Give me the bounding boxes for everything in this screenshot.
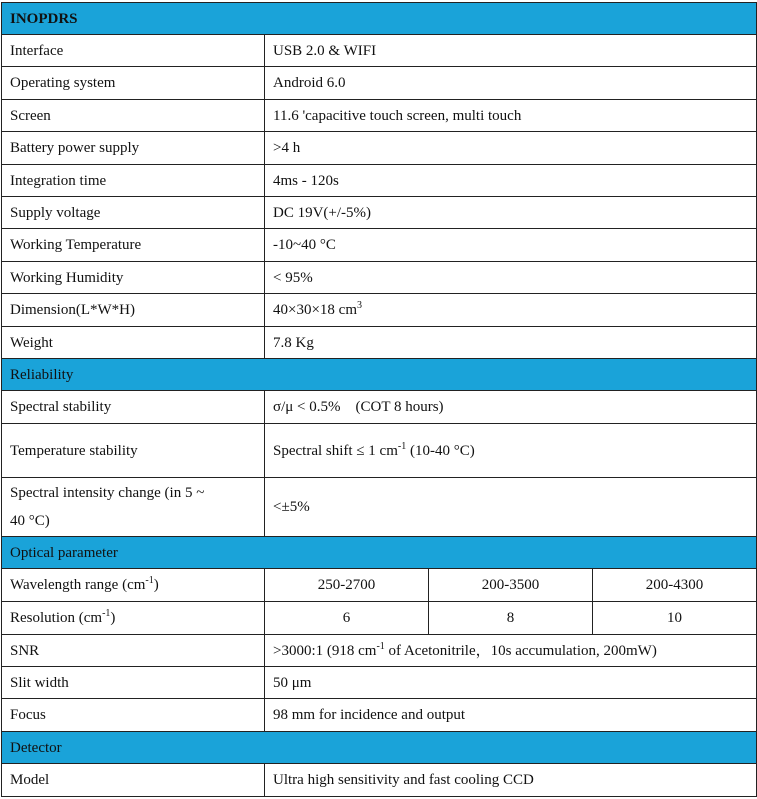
superscript: -1 — [145, 575, 154, 586]
section-header-row — [2, 3, 757, 35]
row-label: Supply voltage — [2, 197, 265, 229]
value-part: Spectral shift ≤ 1 cm — [273, 442, 398, 459]
superscript: -1 — [376, 640, 385, 652]
row-label — [2, 478, 265, 537]
row-value: 6 — [265, 602, 429, 635]
label-line: 40 °C) — [10, 513, 50, 529]
table-row — [2, 699, 757, 732]
table-row — [2, 635, 757, 667]
row-value: 10 — [593, 602, 757, 635]
table-row — [2, 391, 757, 424]
table-row — [2, 165, 757, 197]
table-row — [2, 132, 757, 165]
row-label — [2, 569, 265, 602]
label-part: ) — [110, 610, 116, 626]
row-label: Integration time — [2, 165, 265, 197]
superscript: 3 — [357, 300, 362, 311]
table-row — [2, 667, 757, 699]
superscript: -1 — [397, 440, 407, 452]
row-label: Screen — [2, 100, 265, 132]
row-value: 4ms - 120s — [265, 165, 757, 197]
label-line: Spectral intensity change (in 5 ~ — [10, 485, 205, 501]
spec-table — [1, 2, 757, 797]
row-label: Working Temperature — [2, 229, 265, 262]
value-part: (10-40 °C) — [406, 442, 475, 459]
table-row — [2, 294, 757, 327]
row-value: 98 mm for incidence and output — [265, 699, 757, 732]
row-label: Model — [2, 764, 265, 797]
table-row — [2, 424, 757, 478]
section-header-row — [2, 359, 757, 391]
row-label: Working Humidity — [2, 262, 265, 294]
table-row — [2, 100, 757, 132]
row-label: Spectral stability — [2, 391, 265, 424]
row-value: Ultra high sensitivity and fast cooling CCD — [265, 764, 757, 797]
row-value: < 95% — [265, 262, 757, 294]
label-part: ) — [153, 577, 159, 593]
table-row — [2, 229, 757, 262]
row-value: 200-4300 — [593, 569, 757, 602]
label-part: Wavelength range (cm — [10, 577, 146, 593]
row-value: 11.6 'capacitive touch screen, multi touch — [265, 100, 757, 132]
table-row — [2, 197, 757, 229]
row-label: Temperature stability — [2, 424, 265, 478]
table-row — [2, 602, 757, 635]
table-row — [2, 327, 757, 359]
row-value: 8 — [429, 602, 593, 635]
table-row — [2, 262, 757, 294]
label-part: Resolution (cm — [10, 610, 103, 626]
table-row — [2, 569, 757, 602]
table-row — [2, 764, 757, 797]
row-label: Weight — [2, 327, 265, 359]
row-label: Interface — [2, 35, 265, 67]
superscript: -1 — [102, 608, 111, 619]
row-value: >4 h — [265, 132, 757, 165]
row-value: 7.8 Kg — [265, 327, 757, 359]
row-value: -10~40 °C — [265, 229, 757, 262]
section-header-row — [2, 537, 757, 569]
table-row — [2, 67, 757, 100]
row-value: 50 μm — [265, 667, 757, 699]
row-label: Dimension(L*W*H) — [2, 294, 265, 327]
row-value: 200-3500 — [429, 569, 593, 602]
row-value — [265, 294, 757, 327]
row-value: DC 19V(+/-5%) — [265, 197, 757, 229]
section-header-row — [2, 732, 757, 764]
dimension-value: 40×30×18 cm — [273, 302, 357, 318]
row-value: <±5% — [265, 478, 757, 537]
section-title-detector: Detector — [2, 732, 757, 764]
row-value: 250-2700 — [265, 569, 429, 602]
row-value — [265, 635, 757, 667]
row-label: Battery power supply — [2, 132, 265, 165]
row-value — [265, 424, 757, 478]
row-label: Slit width — [2, 667, 265, 699]
row-value: USB 2.0 & WIFI — [265, 35, 757, 67]
row-value: σ/μ < 0.5% (COT 8 hours) — [265, 391, 757, 424]
value-part: of Acetonitrile，10s accumulation, 200mW) — [384, 642, 657, 659]
row-label — [2, 602, 265, 635]
row-label: Focus — [2, 699, 265, 732]
row-label: Operating system — [2, 67, 265, 100]
section-title-optical: Optical parameter — [2, 537, 757, 569]
table-row — [2, 478, 757, 537]
value-part: >3000:1 (918 cm — [273, 642, 377, 659]
table-row — [2, 35, 757, 67]
section-title-general: INOPDRS — [2, 3, 757, 35]
row-value: Android 6.0 — [265, 67, 757, 100]
section-title-reliability: Reliability — [2, 359, 757, 391]
row-label: SNR — [2, 635, 265, 667]
